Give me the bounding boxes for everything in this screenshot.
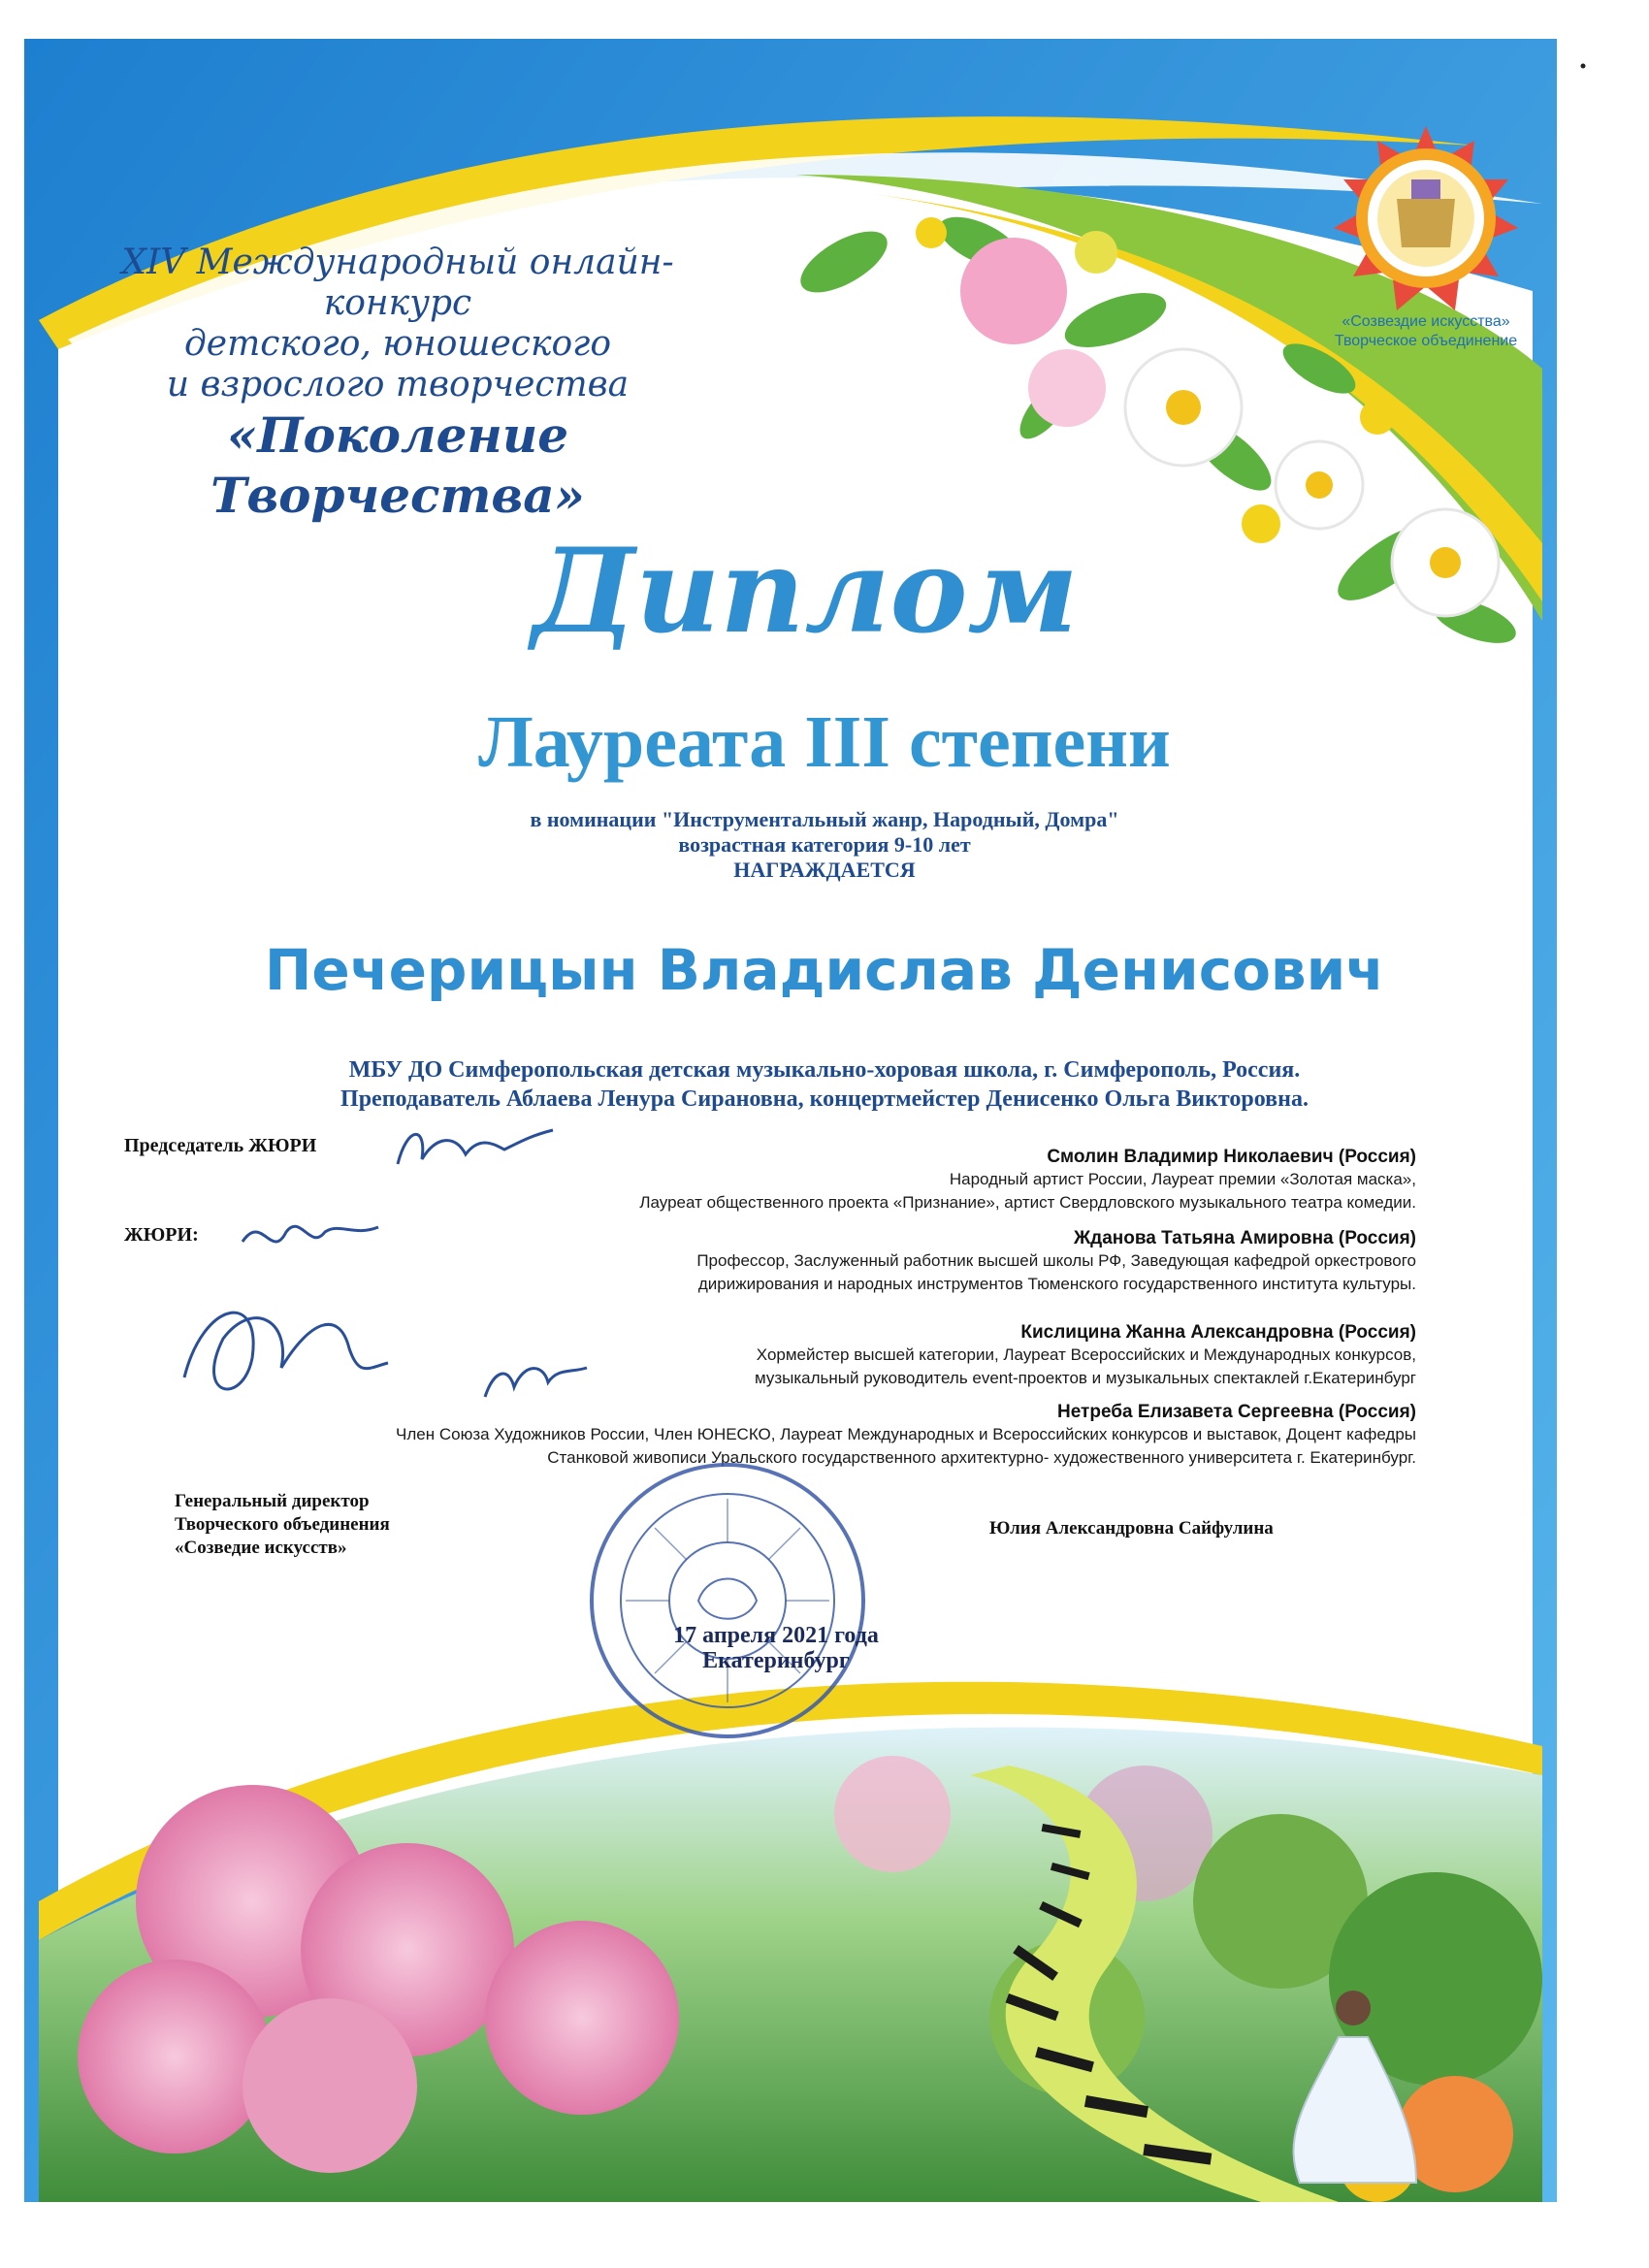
jury-label: ЖЮРИ:	[124, 1224, 199, 1246]
jury-chair-label: Председатель ЖЮРИ	[124, 1135, 317, 1156]
jury-member-1-name: Смолин Владимир Николаевич (Россия)	[1047, 1147, 1416, 1167]
logo-caption-line-2: Творческое объединение	[1334, 333, 1518, 349]
jury-member-2	[388, 1228, 1416, 1296]
diploma-degree: Лауреата III степени	[478, 701, 1171, 783]
jury-member-2-name: Жданова Татьяна Амировна (Россия)	[1073, 1228, 1416, 1248]
contest-header	[87, 243, 708, 526]
diploma-title: Диплом	[532, 523, 1079, 660]
jury-member-3-name: Кислицина Жанна Александровна (Россия)	[1020, 1322, 1416, 1343]
jury-member-1-line-2: Лауреат общественного проекта «Признание», артист Свердловского музыкального театра комедии.	[639, 1193, 1416, 1212]
director-line-1: Генеральный директор	[175, 1491, 370, 1511]
awarded-text: НАГРАЖДАЕТСЯ	[733, 858, 916, 882]
award-city: Екатеринбург	[702, 1648, 850, 1673]
director-name: Юлия Александровна Сайфулина	[989, 1518, 1274, 1539]
jury-member-3-line-2: музыкальный руководитель event-проектов и музыкальных спектаклей г.Екатеринбург	[754, 1369, 1416, 1387]
jury-member-4-name: Нетреба Елизавета Сергеевна (Россия)	[1057, 1402, 1416, 1422]
logo-caption-line-1: «Созвездие искусства»	[1342, 313, 1510, 330]
logo-caption	[1280, 312, 1571, 351]
contest-line-3: и взрослого творчества	[166, 365, 630, 405]
age-category-text: возрастная категория 9-10 лет	[678, 832, 971, 857]
contest-line-1: XIV Международный онлайн-конкурс	[121, 243, 674, 323]
director-line-3: «Созведие искусств»	[175, 1538, 347, 1558]
jury-member-2-line-1: Профессор, Заслуженный работник высшей школы РФ, Заведующая кафедрой оркестрового	[696, 1251, 1416, 1270]
director-block	[175, 1490, 390, 1560]
jury-member-1	[388, 1147, 1416, 1215]
contest-line-2: детского, юношеского	[183, 324, 612, 364]
school-text: МБУ ДО Симферопольская детская музыкально-хоровая школа, г. Симферополь, Россия.	[348, 1057, 1301, 1083]
logo-emblem-icon	[1329, 121, 1523, 315]
official-stamp-icon	[582, 1455, 873, 1746]
signature-jury-2-icon	[165, 1280, 398, 1416]
jury-member-3-line-1: Хормейстер высшей категории, Лауреат Всероссийских и Международных конкурсов,	[756, 1345, 1416, 1364]
jury-member-4-line-1: Член Союза Художников России, Член ЮНЕСКО, Лауреат Международных и Всероссийских конкурсов и выставок, Доцент кафедры	[396, 1425, 1416, 1443]
jury-member-2-line-2: дирижирования и народных инструментов Тюменского государственного института культуры.	[697, 1275, 1416, 1293]
jury-member-1-line-1: Народный артист России, Лауреат премии «Золотая маска»,	[949, 1170, 1416, 1188]
nomination-text: в номинации "Инструментальный жанр, Народный, Домра"	[530, 807, 1119, 831]
jury-member-4-line-2: Станковой живописи Уральского государственного архитектурно- художественного университета г. Екатеринбург.	[547, 1448, 1416, 1467]
recipient-name: Печерицын Владислав Денисович	[264, 937, 1385, 1003]
organization-logo	[1329, 121, 1523, 315]
award-date: 17 апреля 2021 года	[673, 1623, 879, 1648]
teachers-text: Преподаватель Аблаева Ленура Сирановна, концертмейстер Денисенко Ольга Викторовна.	[340, 1086, 1309, 1112]
director-line-2: Творческого объединения	[175, 1514, 390, 1535]
signature-jury-1-icon	[233, 1203, 388, 1271]
contest-name: «Поколение Творчества»	[210, 406, 585, 524]
jury-member-3	[388, 1322, 1416, 1390]
